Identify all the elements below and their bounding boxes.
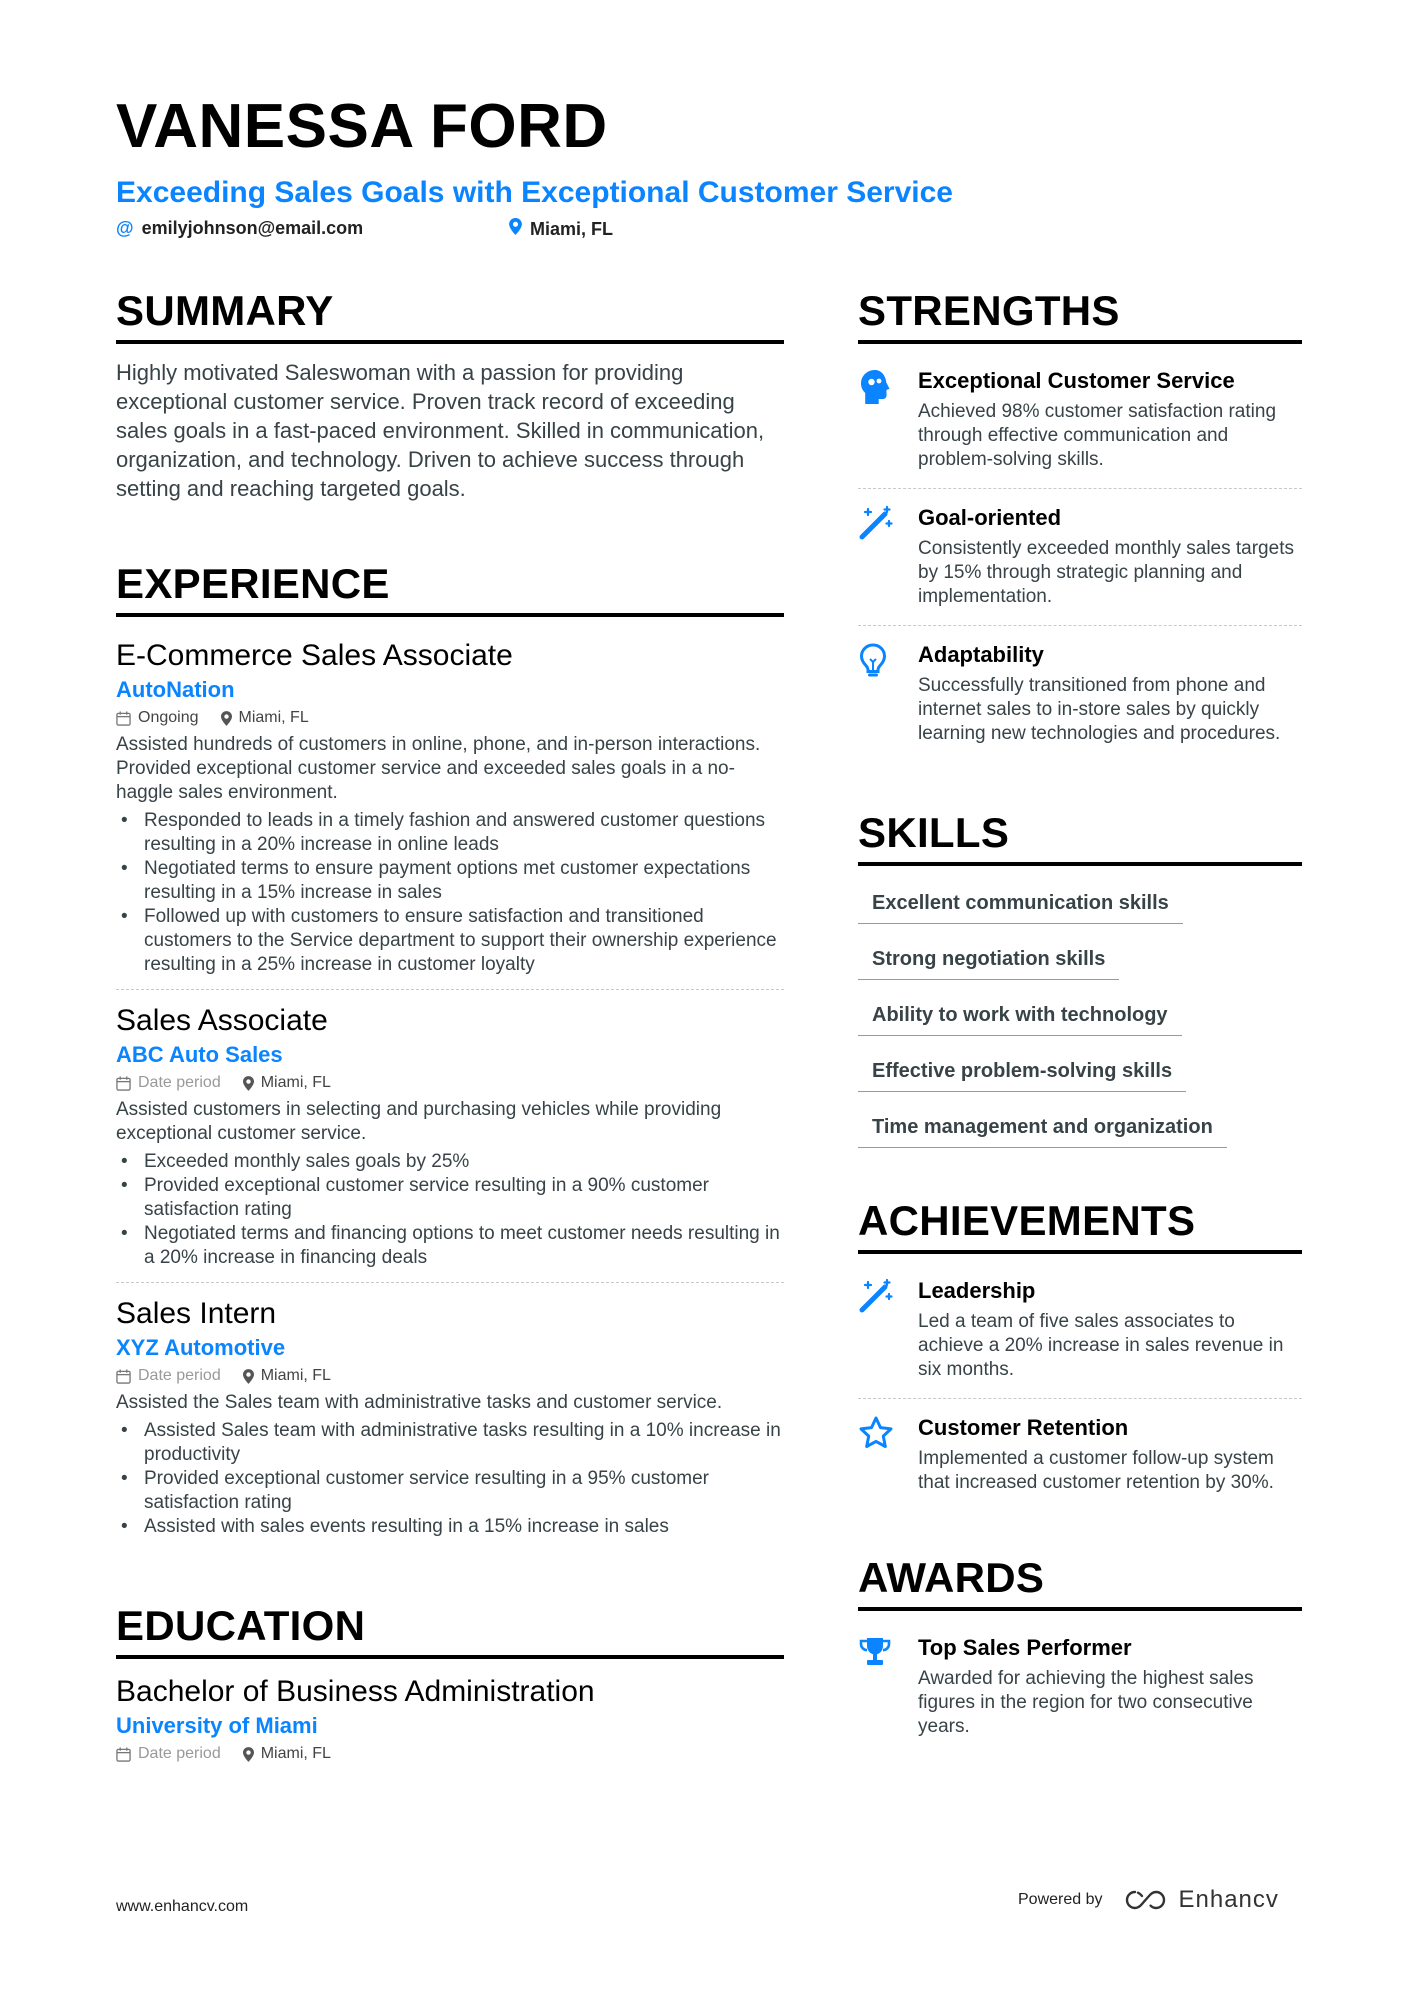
job-period: Date period [138,1367,221,1384]
education-location: Miami, FL [260,1745,331,1762]
job-description: Assisted hundreds of customers in online, phone, and in-person interactions. Provided exceptional customer service and exceeded sales goals in a no-haggle sales environment. [116,734,761,803]
bullet-item: • Exceeded monthly sales goals by 25% [116,1150,784,1174]
summary-text: Highly motivated Saleswoman with a passion for providing exceptional customer service. Proven track record of exceeding sales goals in a fast-paced environment. Skilled in communication, organization, and technology. Driven to achieve success through setting and reaching targeted goals. [116,360,765,501]
calendar-icon [116,1076,131,1091]
bullet-item: • Responded to leads in a timely fashion and answered customer questions resulting in a 20% increase in online leads [116,809,784,857]
strength-title: Adaptability [918,642,1044,667]
education-heading: EDUCATION [116,1595,784,1659]
right-column [858,280,1302,1755]
job-location: Miami, FL [238,709,309,726]
achievement-text: Implemented a customer follow-up system that increased customer retention by 30%. [918,1448,1274,1493]
contact-email[interactable] [116,218,363,239]
achievement-title: Leadership [918,1278,1036,1303]
head-icon [858,366,904,472]
education-meta [116,1741,784,1767]
job-meta [116,705,784,731]
education-period: Date period [138,1745,221,1762]
strength-item [858,488,1302,625]
bullet-item: • Negotiated terms and financing options to meet customer needs resulting in a 20% increase in financing deals [116,1222,784,1270]
job-description: Assisted the Sales team with administrative tasks and customer service. [116,1392,723,1413]
education-entry [116,1673,784,1767]
job-meta [116,1363,784,1389]
job-period: Date period [138,1074,221,1091]
map-pin-icon [243,1369,254,1384]
awards-heading: AWARDS [858,1547,1302,1611]
calendar-icon [116,1747,131,1762]
bullet-item: • Negotiated terms to ensure payment options met customer expectations resulting in a 15% increase in sales [116,857,784,905]
experience-heading: EXPERIENCE [116,553,784,617]
achievement-item [858,1398,1302,1511]
calendar-icon [116,711,131,726]
job-location: Miami, FL [260,1074,331,1091]
job-location: Miami, FL [260,1367,331,1384]
strength-title: Exceptional Customer Service [918,368,1235,393]
job-period: Ongoing [138,709,199,726]
map-pin-icon [243,1747,254,1762]
job-title: Sales Associate [116,1004,328,1037]
job-entry [116,989,784,1282]
tagline: Exceeding Sales Goals with Exceptional Customer Service [116,176,953,209]
magic-wand-icon [858,1276,904,1382]
strength-text: Successfully transitioned from phone and internet sales to in-store sales by quickly learning new technologies and procedures. [918,675,1281,744]
bullet-item: • Assisted with sales events resulting in a 15% increase in sales [116,1515,784,1539]
lightbulb-icon [858,640,904,746]
job-description: Assisted customers in selecting and purchasing vehicles while providing exceptional customer service. [116,1099,722,1144]
skill-tag: Time management and organization [858,1108,1227,1148]
strength-item [858,358,1302,488]
achievements-heading: ACHIEVEMENTS [858,1190,1302,1254]
skill-tag: Ability to work with technology [858,996,1182,1036]
job-title: Sales Intern [116,1297,277,1330]
strength-item [858,625,1302,762]
job-meta [116,1070,784,1096]
star-icon [858,1413,904,1495]
award-title: Top Sales Performer [918,1635,1132,1660]
strength-text: Achieved 98% customer satisfaction rating through effective communication and problem-solving skills. [918,401,1277,470]
company-name: XYZ Automotive [116,1335,286,1360]
location-text: Miami, FL [530,218,614,239]
powered-by-label: Powered by [1018,1891,1103,1908]
job-bullets [116,1419,784,1539]
enhancv-logo[interactable] [1123,1886,1279,1914]
job-bullets [116,1150,784,1270]
degree: Bachelor of Business Administration [116,1675,595,1708]
strength-text: Consistently exceeded monthly sales targets by 15% through strategic planning and implementation. [918,538,1294,607]
skills-heading: SKILLS [858,802,1302,866]
job-entry [116,1282,784,1551]
bullet-item: • Provided exceptional customer service resulting in a 90% customer satisfaction rating [116,1174,784,1222]
trophy-icon [858,1633,904,1739]
skills-list [858,880,1302,1148]
job-bullets [116,809,784,977]
summary-heading: SUMMARY [116,280,784,344]
at-sign-icon: @ [116,218,134,238]
enhancv-logo-icon [1123,1888,1169,1912]
magic-wand-icon [858,503,904,609]
job-entry [116,631,784,989]
award-text: Awarded for achieving the highest sales figures in the region for two consecutive years. [918,1668,1254,1737]
school-name: University of Miami [116,1713,318,1738]
award-item [858,1625,1302,1755]
job-title: E-Commerce Sales Associate [116,639,513,672]
company-name: ABC Auto Sales [116,1042,283,1067]
calendar-icon [116,1369,131,1384]
strength-title: Goal-oriented [918,505,1062,530]
left-column [116,280,784,1769]
map-pin-icon [221,711,232,726]
achievement-title: Customer Retention [918,1415,1129,1440]
skill-tag: Excellent communication skills [858,884,1183,924]
map-pin-icon [243,1076,254,1091]
company-name: AutoNation [116,677,235,702]
footer-branding [1018,1886,1279,1914]
map-pin-icon [509,218,522,240]
footer-website-link[interactable]: www.enhancv.com [116,1898,249,1915]
bullet-item: • Followed up with customers to ensure satisfaction and transitioned customers to the Service department to support their ownership experience resulting in a 25% increase in customer loyalty [116,905,784,977]
skill-tag: Effective problem-solving skills [858,1052,1186,1092]
skill-tag: Strong negotiation skills [858,940,1119,980]
candidate-name: VANESSA FORD [116,92,608,161]
achievement-text: Led a team of five sales associates to achieve a 20% increase in sales revenue in six months. [918,1311,1284,1380]
bullet-item: • Assisted Sales team with administrative tasks resulting in a 10% increase in productivity [116,1419,784,1467]
strengths-heading: STRENGTHS [858,280,1302,344]
email-text: emilyjohnson@email.com [141,218,364,238]
contact-location [509,218,613,240]
bullet-item: • Provided exceptional customer service resulting in a 95% customer satisfaction rating [116,1467,784,1515]
achievement-item [858,1268,1302,1398]
brand-name: Enhancv [1178,1886,1279,1913]
